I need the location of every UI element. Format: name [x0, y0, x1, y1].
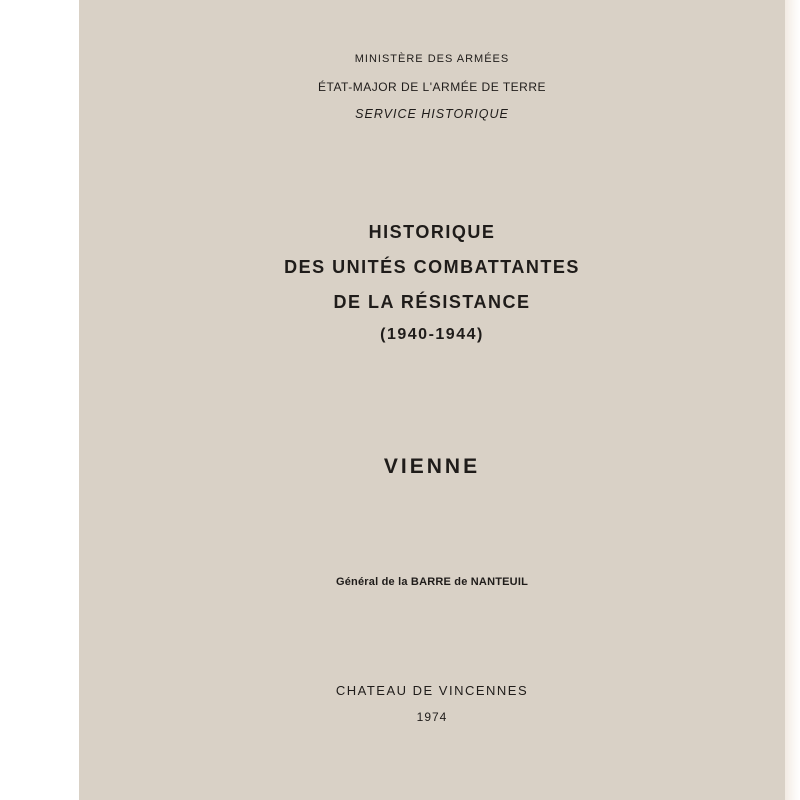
title-years: (1940-1944) — [380, 326, 484, 343]
publication-year: 1974 — [416, 710, 448, 724]
title-line-1: HISTORIQUE — [368, 222, 496, 242]
ministry-heading: MINISTÈRE DES ARMÉES — [354, 53, 510, 65]
title-line-3: DE LA RÉSISTANCE — [333, 292, 531, 312]
title-line-2: DES UNITÉS COMBATTANTES — [284, 257, 580, 277]
page-edges — [785, 0, 800, 800]
author: Général de la BARRE de NANTEUIL — [335, 576, 528, 588]
publisher-place: CHATEAU DE VINCENNES — [335, 683, 529, 698]
etat-major-heading: ÉTAT-MAJOR DE L'ARMÉE DE TERRE — [318, 80, 546, 94]
subject-title: VIENNE — [383, 455, 481, 478]
service-heading: SERVICE HISTORIQUE — [355, 107, 509, 121]
